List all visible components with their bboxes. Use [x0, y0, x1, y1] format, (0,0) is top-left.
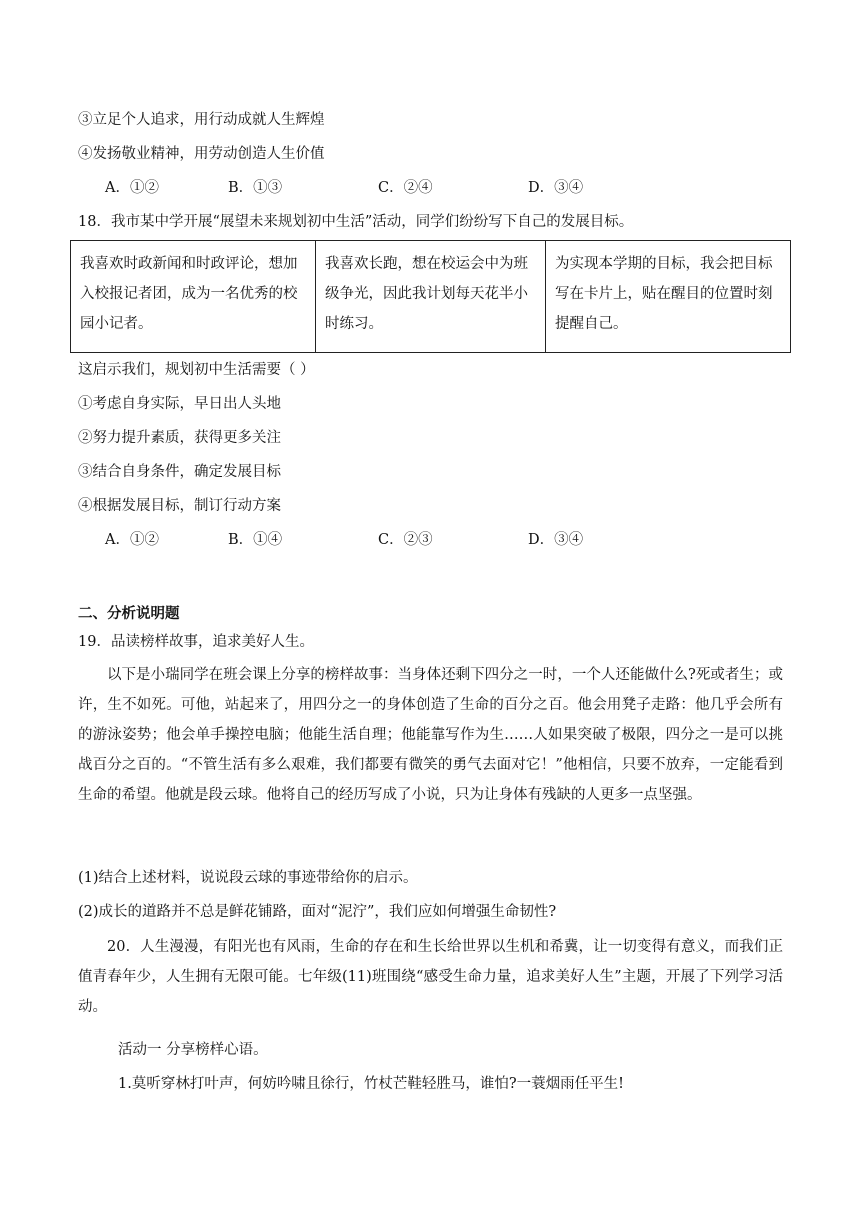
q19-passage: 以下是小瑞同学在班会课上分享的榜样故事：当身体还剩下四分之一时，一个人还能做什么?死或者生；或许，生不如死。可他，站起来了，用四分之一的身体创造了生命的百分之百。他会用凳子走路：他几乎会所有的游泳姿势；他会单手操控电脑；他能生活自理；他能靠写作为生……人如果突破了极限，四分之一是可以挑战百分之百的。“不管生活有多么艰难，我们都要有微笑的勇气去面对它！”他相信，只要不放弃，一定能看到生命的希望。他就是段云球。他将自己的经历写成了小说，只为让身体有残缺的人更多一点坚强。 [78, 667, 783, 803]
q17-option-c[interactable]: C．②④ [378, 180, 433, 196]
q18-option-b[interactable]: B．①④ [228, 532, 283, 548]
q18-item-4: ④根据发展目标，制订行动方案 [78, 498, 281, 514]
q18-goal-cell-2: 我喜欢长跑，想在校运会中为班级争光，因此我计划每天花半小时练习。 [316, 241, 546, 353]
q20-stem: 20．人生漫漫，有阳光也有风雨，生命的存在和生长给世界以生机和希冀，让一切变得有意义，而我们正值青春年少，人生拥有无限可能。七年级(11)班围绕“感受生命力量，追求美好人生”主题，开展了下列学习活动。 [78, 939, 783, 1015]
q18-options [0, 530, 860, 550]
q18-item-3: ③结合自身条件，确定发展目标 [78, 464, 281, 480]
q18-goal-cell-1: 我喜欢时政新闻和时政评论，想加入校报记者团，成为一名优秀的校园小记者。 [71, 241, 316, 353]
q17-option-b[interactable]: B．①③ [228, 180, 283, 196]
q19-stem: 19．品读榜样故事，追求美好人生。 [78, 634, 314, 650]
q17-option-a[interactable]: A．①② [105, 180, 159, 196]
q18-option-a[interactable]: A．①② [105, 532, 159, 548]
q18-option-c[interactable]: C．②③ [378, 532, 433, 548]
q17-option-d[interactable]: D．③④ [528, 180, 584, 196]
q17-item-4: ④发扬敬业精神，用劳动创造人生价值 [78, 146, 325, 162]
q19-sub-question-2: (2)成长的道路并不总是鲜花铺路，面对“泥泞”，我们应如何增强生命韧性? [78, 904, 557, 920]
q18-item-2: ②努力提升素质，获得更多关注 [78, 430, 281, 446]
q18-goals-table [70, 240, 791, 353]
q17-item-3: ③立足个人追求，用行动成就人生辉煌 [78, 112, 325, 128]
q18-stem: 18．我市某中学开展“展望未来规划初中生活”活动，同学们纷纷写下自己的发展目标。 [78, 214, 634, 230]
q19-sub-question-1: (1)结合上述材料，说说段云球的事迹带给你的启示。 [78, 870, 418, 886]
q17-options [0, 178, 860, 198]
q18-question: 这启示我们，规划初中生活需要（ ） [78, 362, 315, 378]
q18-goal-cell-3: 为实现本学期的目标，我会把目标写在卡片上，贴在醒目的位置时刻提醒自己。 [546, 241, 791, 353]
q20-activity-1: 活动一 分享榜样心语。 [118, 1042, 268, 1058]
q20-quote-1: 1.莫听穿林打叶声，何妨吟啸且徐行，竹杖芒鞋轻胜马，谁怕?一蓑烟雨任平生! [118, 1076, 624, 1092]
q18-item-1: ①考虑自身实际，早日出人头地 [78, 396, 281, 412]
section-heading: 二、分析说明题 [78, 605, 180, 622]
q18-option-d[interactable]: D．③④ [528, 532, 584, 548]
